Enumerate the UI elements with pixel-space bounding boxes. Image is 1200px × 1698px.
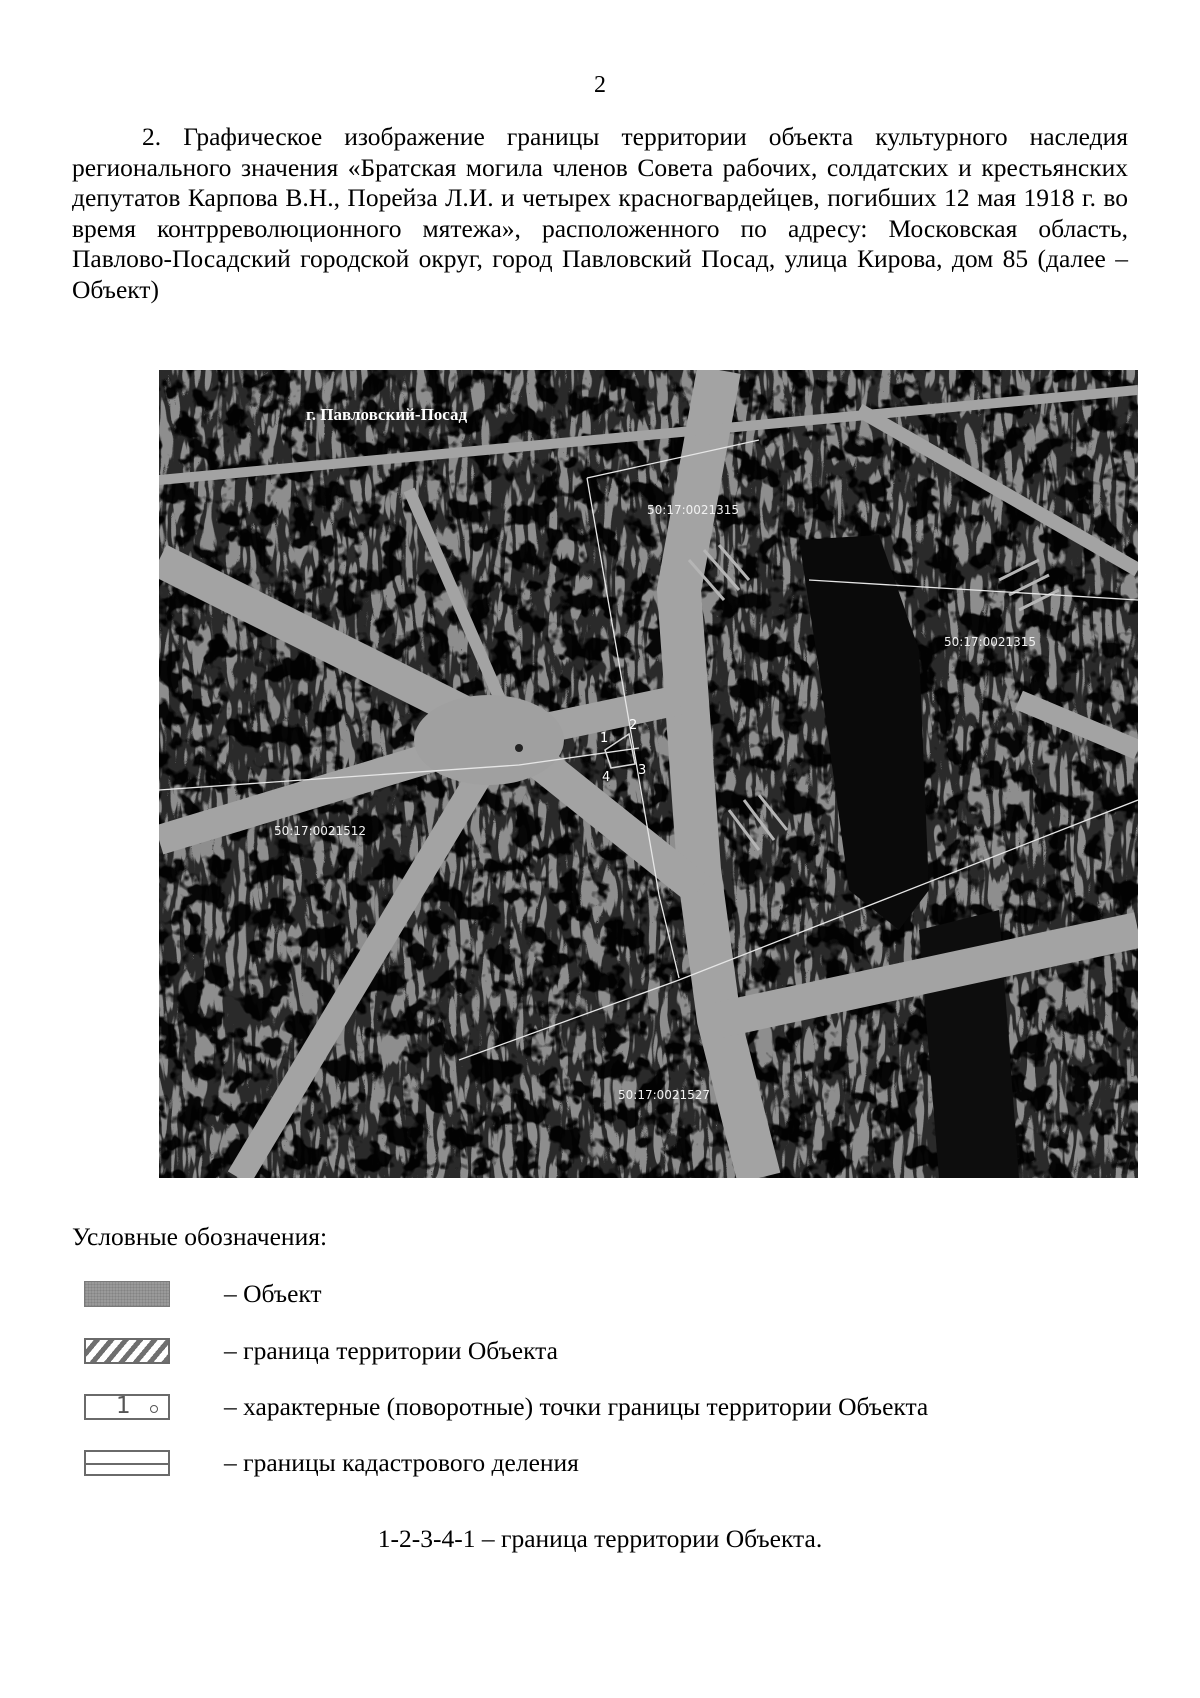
cadastral-swatch (84, 1450, 170, 1476)
object-area (414, 695, 564, 785)
map-image (159, 370, 1138, 1178)
page-number: 2 (594, 72, 606, 98)
legend-text: – граница территории Объекта (224, 1336, 558, 1365)
object-swatch (84, 1281, 170, 1307)
intro-paragraph: 2. Графическое изображение границы территории объекта культурного наследия регионального значения «Братская могила членов Совета рабочих, солдатских и крестьянских депутатов Карпова В.Н., Порейза Л.И. и четырех красногвардейцев, погибших 12 мая 1918 г. во время контрреволюционного мятежа», расположенного по адресу: Московская область, Павлово-Посадский городской округ, город Павловский Посад, улица Кирова, дом 85 (далее – Объект) (72, 122, 1128, 304)
legend-item-cadastral (84, 1448, 1084, 1480)
legend-text: – Объект (224, 1279, 322, 1308)
legend-item-points (84, 1392, 1084, 1424)
parcel-label: 50:17:0021527 (618, 1088, 711, 1102)
parcel-label: 50:17:0021315 (647, 503, 740, 517)
legend-item-object (84, 1279, 1084, 1311)
parcel-label: 50:17:0021512 (274, 824, 367, 838)
point-swatch (84, 1394, 170, 1420)
footer-note: 1-2-3-4-1 – граница территории Объекта. (377, 1524, 823, 1553)
parcel-label: 50:17:0021315 (944, 635, 1037, 649)
boundary-point-label: 3 (638, 763, 647, 778)
point-swatch-number: 1 (116, 1393, 131, 1419)
aerial-photo (159, 370, 1138, 1178)
legend-text: – характерные (поворотные) точки границы территории Объекта (224, 1392, 929, 1421)
boundary-point-label: 4 (602, 770, 611, 785)
city-label: г. Павловский-Посад (306, 405, 468, 424)
boundary-point-label: 1 (600, 731, 609, 746)
legend-title: Условные обозначения: (72, 1222, 328, 1251)
legend-item-boundary (84, 1336, 1084, 1368)
point-dot-icon (150, 1405, 158, 1413)
boundary-point-label: 2 (629, 718, 638, 733)
hatch-swatch (84, 1338, 170, 1364)
legend-text: – границы кадастрового деления (224, 1448, 579, 1477)
